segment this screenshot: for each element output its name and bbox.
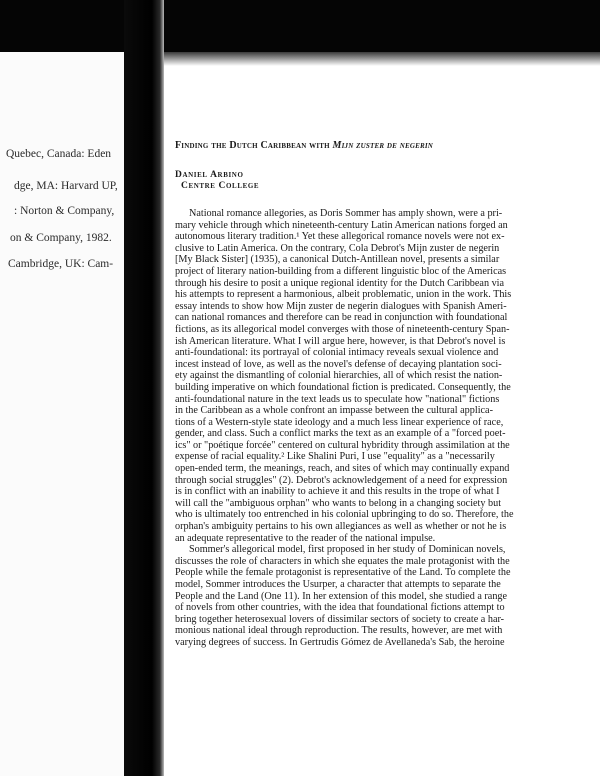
text-line: autonomous literary tradition.¹ Yet these allegorical romance novels were not ex-	[175, 231, 505, 243]
left-page	[0, 52, 124, 776]
author-name: Daniel Arbino	[175, 170, 244, 180]
text-line: People and the Land (One 11). In her extension of this model, she studied a range	[175, 590, 508, 602]
text-line: essay intends to show how Mijn zuster de negerin dialogues with Spanish Ameri-	[175, 300, 507, 312]
text-line: anti-foundational nature in the text leads us to speculate how "national" fictions	[175, 393, 500, 405]
text-line: fictions, as its allegorical model converges with those of nineteenth-century Span-	[175, 323, 510, 335]
text-line: [My Black Sister] (1935), a canonical Dutch-Antillean novel, presents a similar	[175, 254, 500, 266]
text-line: clusive to Latin America. On the contrary, Cola Debrot's Mijn zuster de negerin	[175, 242, 500, 254]
text-line: anti-foundational: its portrayal of colonial intimacy reveals sexual violence and	[175, 347, 499, 359]
text-line: ics" or "poétique forcée" centered on cultural hybridity through assimilation at the	[175, 439, 510, 451]
bib-line: on & Company, 1982.	[10, 232, 112, 244]
text-line: building imperative on which foundational fiction is predicated. Consequently, the	[175, 381, 511, 393]
text-line: ety against the dismantling of colonial hierarchies, all of which resist the nation-	[175, 370, 503, 382]
text-line: open-ended term, the meanings, reach, and sites of which may continually expand	[175, 463, 510, 475]
text-line: mary vehicle through which nineteenth-century Latin American nations forged an	[175, 219, 508, 231]
text-line: who is ultimately too entrenched in his colonial upbringing to do so. Therefore, the	[175, 509, 514, 521]
text-line: discusses the role of characters in which she equates the male protagonist with the	[175, 555, 510, 567]
bib-line: : Norton & Company,	[14, 205, 115, 217]
text-line: of novels from other countries, with the idea that foundational fictions attempt to	[175, 602, 505, 614]
article-body	[175, 208, 525, 649]
bib-line: Quebec, Canada: Eden	[6, 148, 112, 160]
text-line: can national romances and therefore can be read in conjunction with foundational	[175, 312, 508, 324]
text-line: an adequate representative to the reader of the national impulse.	[175, 532, 436, 544]
text-line: bring together heterosexual lovers of dissimilar sectors of society to create a har-	[175, 613, 505, 625]
article-title-italic: Mijn zuster de negerin	[332, 140, 434, 151]
book-spine-shadow	[124, 0, 164, 776]
bib-line: Cambridge, UK: Cam-	[8, 258, 114, 270]
text-line: varying degrees of success. In Gertrudis Gómez de Avellaneda's Sab, the heroine	[175, 636, 505, 648]
text-line: project of literary nation-building from a different linguistic bloc of the Americas	[175, 265, 507, 277]
text-line: through his desire to posit a unique regional identity for the Dutch Caribbean via	[175, 277, 505, 289]
text-line: Sommer's allegorical model, first proposed in her study of Dominican novels,	[189, 544, 506, 556]
text-line: incest instead of love, as well as the novel's defense of decaying plantation soci-	[175, 358, 502, 370]
text-line: his attempts to represent a harmonious, albeit problematic, union in the work. This	[175, 289, 512, 301]
text-line: will call the "ambiguous orphan" who wants to belong in a changing society but	[175, 497, 502, 509]
text-line: is in conflict with an inability to achieve it and this results in the trope of what I	[175, 486, 500, 498]
text-line: expense of racial equality.² Like Shalini Puri, I use "equality" as a "necessarily	[175, 451, 495, 463]
text-line: National romance allegories, as Doris Sommer has amply shown, were a pri-	[189, 208, 503, 219]
text-line: in the Caribbean as a whole confront an impasse between the cultural applica-	[175, 405, 493, 417]
text-line: ish American literature. What I will argue here, however, is that Debrot's novel is	[175, 335, 506, 347]
text-line: model, Sommer introduces the Usurper, a character that attempts to separate the	[175, 579, 501, 590]
scan-top-shadow	[0, 0, 600, 52]
text-line: gender, and class. Such a conflict marks the text as an example of a "forced poet-	[175, 428, 506, 440]
text-line: monious national ideal through reproduction. The results, however, are met with	[175, 625, 503, 637]
text-line: through social struggles" (2). Debrot's acknowledgement of a need for expression	[175, 474, 508, 486]
article-title-plain: Finding the Dutch Caribbean with	[175, 140, 333, 151]
article-title	[175, 140, 433, 151]
text-line: People while the female protagonist is representative of the Land. To complete the	[175, 567, 511, 579]
bib-line: dge, MA: Harvard UP,	[14, 180, 118, 192]
author-affiliation: Centre College	[181, 181, 260, 191]
text-line: orphan's ambiguity pertains to his own allegiances as well as whether or not he is	[175, 521, 507, 533]
text-line: tions of a Western-style state ideology and a much less linear experience of race,	[175, 416, 504, 428]
